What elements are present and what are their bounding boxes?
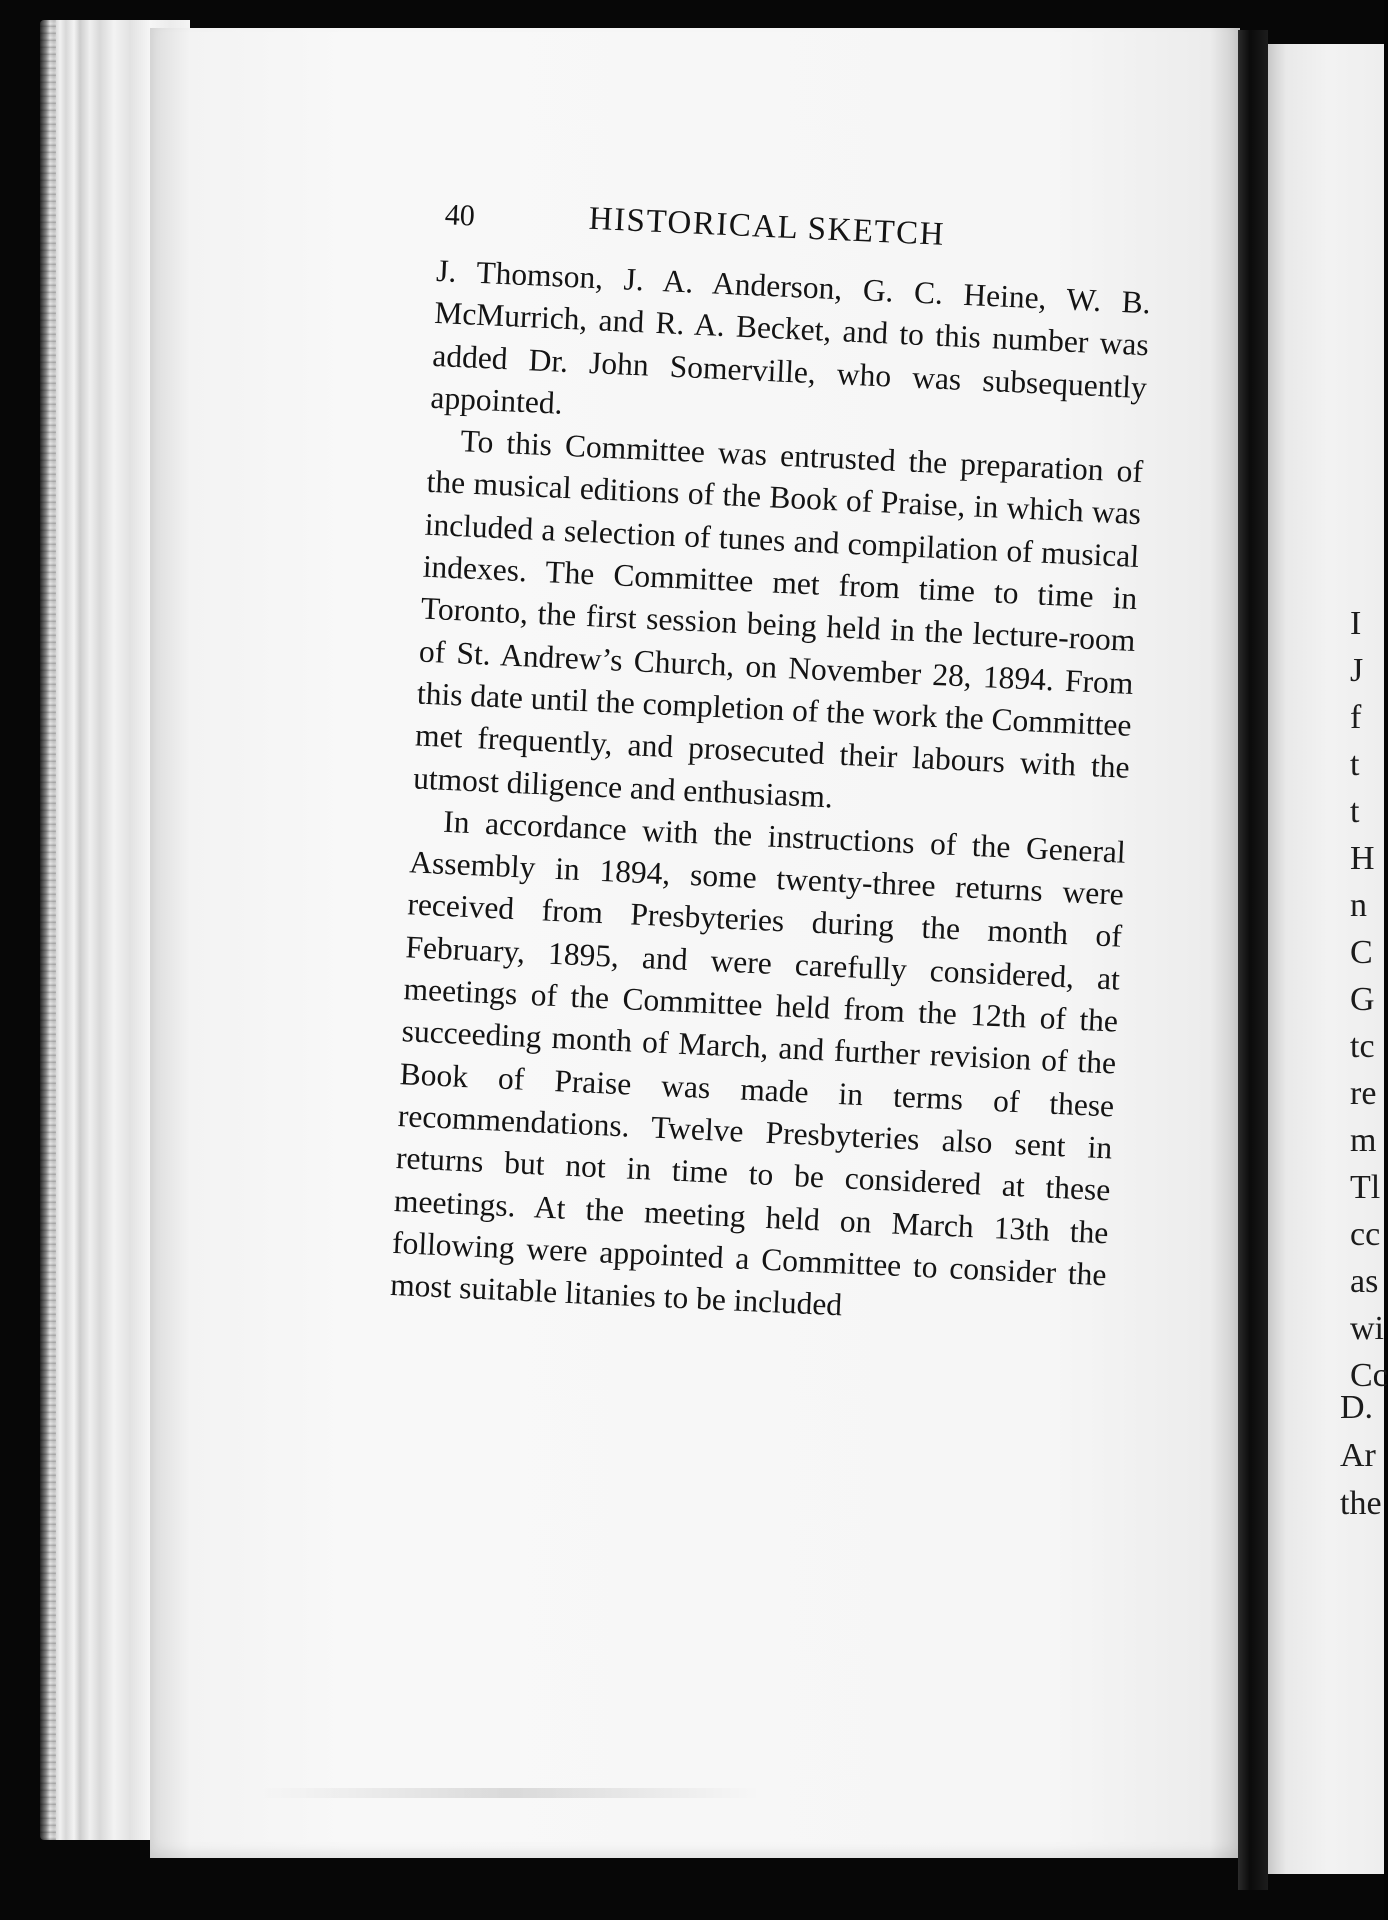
page-number: 40 — [444, 198, 476, 233]
facing-page-bottom-letters: D. Ar the — [1340, 1389, 1382, 1522]
paragraph-2: To this Committee was entrusted the preparation of the musical editions of the Book of Praise, in which was included a selection of tunes and compilation of musical indexes. The Committee met from time to time in Toronto, the first session being held in the lecture-room of St. Andrew’s Church, on November 28, 1894. From this date until the completion of the work the Committee met frequently, and prosecuted their labours with the utmost diligence and enthusiasm. — [412, 423, 1144, 814]
book-gutter — [1238, 30, 1268, 1890]
paragraph-3: In accordance with the instructions of the General Assembly in 1894, some twenty-three returns were received from Presbyteries during the month of February, 1895, and were carefully considered, at meetings of the Committee held from the 12th of the succeeding month of March, and further revision of the Book of Praise was made in terms of these recommendations. Twelve Presbyteries also sent in returns but not in time to be considered at these meetings. At the meeting held on March 13th the following were appointed a Committee to consider the most suitable litanies to be included — [389, 803, 1127, 1323]
page-content — [389, 190, 1154, 1339]
body-text — [389, 250, 1151, 1339]
paragraph-1: J. Thomson, J. A. Anderson, G. C. Heine, W. B. McMurrich, and R. A. Becket, and to this number was added Dr. John Somerville, who was subsequently appointed. — [429, 252, 1152, 421]
page-bottom-smudge — [260, 1788, 760, 1798]
running-head: HISTORICAL SKETCH — [588, 200, 946, 253]
facing-page-letters: I J f t t H n C G tc re m Tl cc as wi Cc — [1350, 605, 1388, 1394]
